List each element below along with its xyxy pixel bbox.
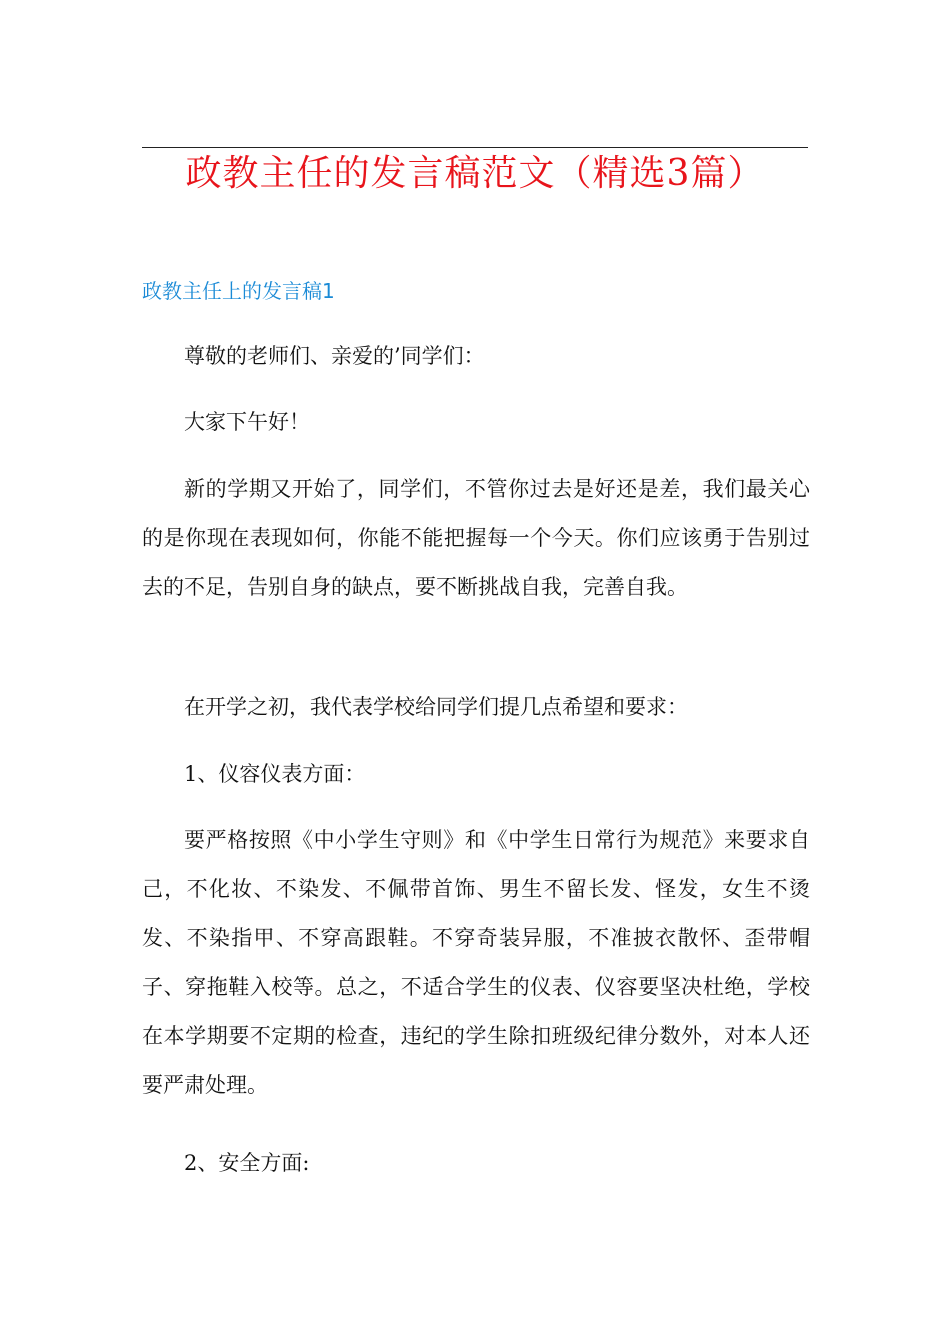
greeting-paragraph: 大家下午好！ xyxy=(184,410,310,434)
salutation-paragraph: 尊敬的老师们、亲爱的’同学们： xyxy=(184,344,485,368)
intro-paragraph: 新的学期又开始了，同学们，不管你过去是好还是差，我们最关心的是你现在表现如何，你能不能把握每一个今天。你们应该勇于告别过去的不足，告别自身的缺点，要不断挑战自我，完善自我。 xyxy=(142,477,810,599)
section-heading: 政教主任上的发言稿1 xyxy=(142,279,335,303)
item-1-heading: 1、仪容仪表方面： xyxy=(184,762,366,786)
document-title: 政教主任的发言稿范文（精选3篇） xyxy=(185,153,765,194)
requirements-intro-paragraph: 在开学之初，我代表学校给同学们提几点希望和要求： xyxy=(184,695,688,719)
appearance-rules-paragraph: 要严格按照《中小学生守则》和《中学生日常行为规范》来要求自己，不化妆、不染发、不佩带首饰、男生不留长发、怪发，女生不烫发、不染指甲、不穿高跟鞋。不穿奇装异服，不准披衣散怀、歪带帽子、穿拖鞋入校等。总之，不适合学生的仪表、仪容要坚决杜绝，学校在本学期要不定期的检查，违纪的学生除扣班级纪律分数外，对本人还要严肃处理。 xyxy=(142,828,810,1097)
item-2-heading: 2、安全方面: xyxy=(184,1151,310,1175)
